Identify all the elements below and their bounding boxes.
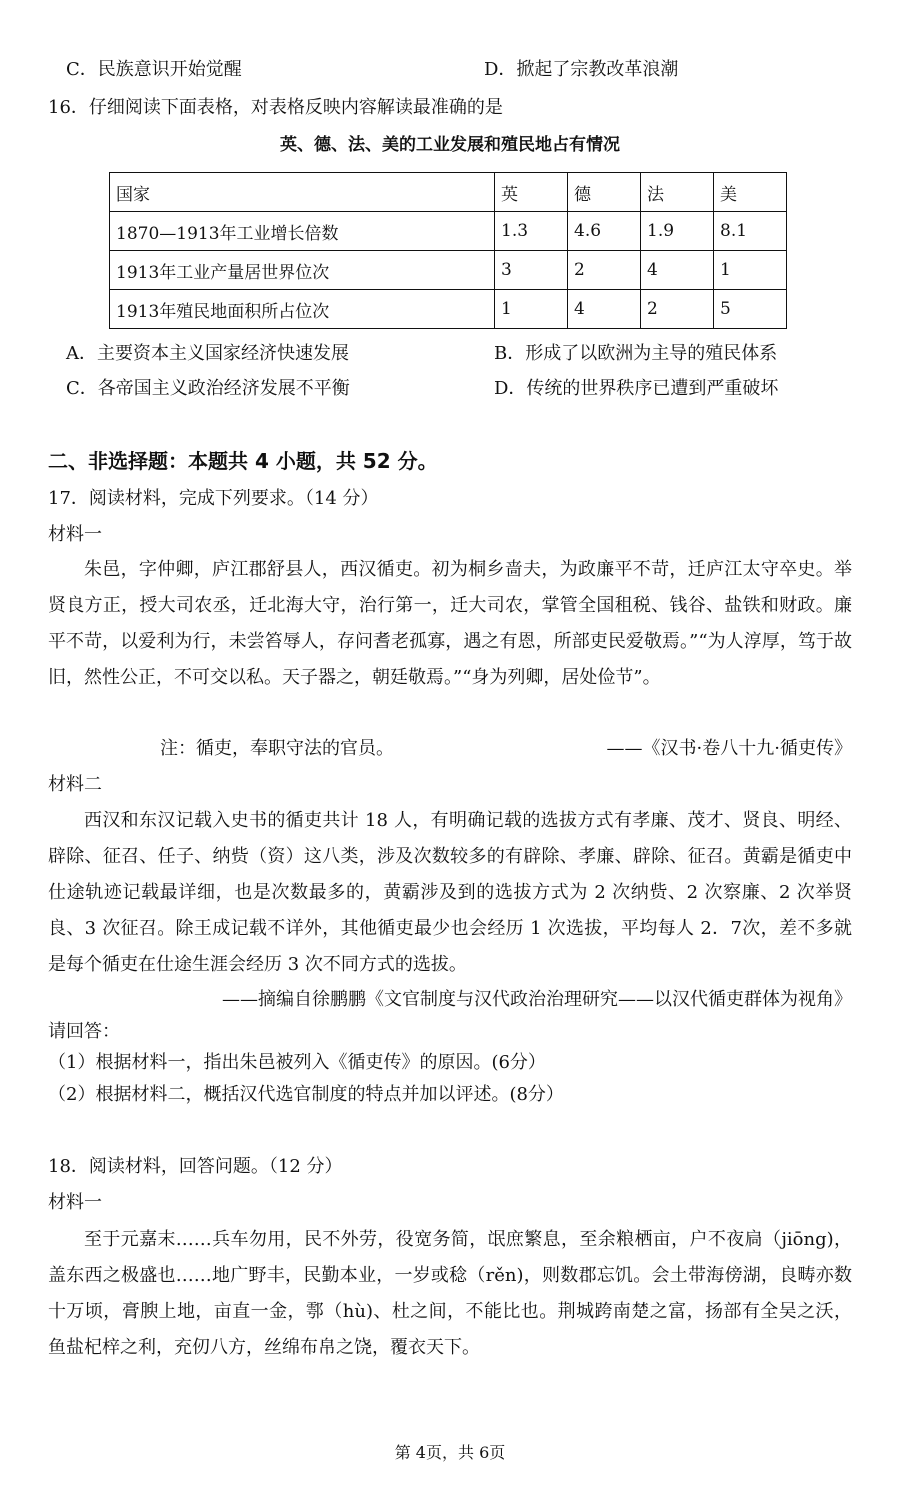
q16-stem: 16．仔细阅读下面表格，对表格反映内容解读最准确的是 [48,97,503,118]
table-cell: 1.3 [495,212,568,251]
table-cell: 1 [714,251,787,290]
q18-material1-label: 材料一 [48,1192,102,1213]
q15-option-d: D．掀起了宗教改革浪潮 [484,59,679,80]
table-cell: 1913年殖民地面积所占位次 [110,290,495,329]
table-cell: 美 [714,173,787,212]
table-cell: 1913年工业产量居世界位次 [110,251,495,290]
q17-ask: 请回答： [48,1021,120,1042]
table-cell: 2 [568,251,641,290]
q17-material2-source: ——摘编自徐鹏鹏《文官制度与汉代政治治理研究——以汉代循吏群体为视角》 [222,989,852,1010]
q17-material2-text: 西汉和东汉记载入史书的循吏共计 18 人，有明确记载的选拔方式有孝廉、茂才、贤良、明经、辟除、征召、任子、纳赀（资）这八类，涉及次数较多的有辟除、孝廉、辟除、征召。黄霸是循吏中仕途轨迹记载最详细，也是次数最多的，黄霸涉及到的选拔方式为 2 次纳赀、2 次察廉、2 次举贤良、3 次征召。除王成记载不详外，其他循吏最少也会经历 1 次选拔，平均每人 2．7次，差不多就是每个循吏在仕途生涯会经历 3 次不同方式的选拔。 [48,810,852,975]
table-title: 英、德、法、美的工业发展和殖民地占有情况 [280,135,620,155]
table-cell: 法 [641,173,714,212]
industry-colony-table [109,172,787,329]
q17-material1-label: 材料一 [48,524,102,545]
q17-material1-text: 朱邑，字仲卿，庐江郡舒县人，西汉循吏。初为桐乡啬夫，为政廉平不苛，迁庐江太守卒史。举贤良方正，授大司农丞，迁北海大守，治行第一，迁大司农，掌管全国租税、钱谷、盐铁和财政。廉平不苛，以爱利为行，未尝笞辱人，存问耆老孤寡，遇之有恩，所部吏民爱敬焉。”“为人淳厚，笃于故旧，然性公正，不可交以私。天子器之，朝廷敬焉。”“身为列卿，居处俭节”。 [48,559,852,688]
q16-option-c: C．各帝国主义政治经济发展不平衡 [66,378,350,399]
q17-stem: 17．阅读材料，完成下列要求。（14 分） [48,488,379,509]
q18-material1-text: 至于元嘉末……兵车勿用，民不外劳，役宽务简，氓庶繁息，至余粮栖亩，户不夜扃（jiōng)，盖东西之极盛也……地广野丰，民勤本业，一岁或稔（rěn)，则数郡忘饥。会土带海傍湖，良畴亦数十万顷，膏腴上地，亩直一金，鄠（hù)、杜之间，不能比也。荆城跨南楚之富，扬部有全吴之沃，鱼盐杞梓之利，充仞八方，丝绵布帛之饶，覆衣天下。 [48,1229,852,1358]
table-cell: 8.1 [714,212,787,251]
table-row [110,251,787,290]
table-cell: 2 [641,290,714,329]
page-footer: 第 4页，共 6页 [394,1443,506,1462]
table-row [110,290,787,329]
table-cell: 德 [568,173,641,212]
table-cell: 4 [641,251,714,290]
q18-stem: 18．阅读材料，回答问题。（12 分） [48,1156,343,1177]
q17-sub1: （1）根据材料一，指出朱邑被列入《循吏传》的原因。(6分） [48,1052,546,1073]
table-cell: 1870—1913年工业增长倍数 [110,212,495,251]
table-cell: 1 [495,290,568,329]
table-cell: 3 [495,251,568,290]
q16-option-d: D．传统的世界秩序已遭到严重破坏 [494,378,779,399]
q15-option-c: C．民族意识开始觉醒 [66,59,242,80]
q16-option-b: B．形成了以欧洲为主导的殖民体系 [494,343,778,364]
q17-material1-note: 注：循吏，奉职守法的官员。 [160,738,394,759]
table-cell: 1.9 [641,212,714,251]
table-cell: 4.6 [568,212,641,251]
q17-material2-label: 材料二 [48,774,102,795]
table-header-row [110,173,787,212]
section-title: 二、非选择题：本题共 4 小题，共 52 分。 [48,449,438,473]
table-cell: 4 [568,290,641,329]
table-cell: 英 [495,173,568,212]
q17-material1-source: ——《汉书·卷八十九·循吏传》 [606,738,852,759]
table-cell: 5 [714,290,787,329]
table-row [110,212,787,251]
q16-option-a: A．主要资本主义国家经济快速发展 [66,343,349,364]
q17-sub2: （2）根据材料二，概括汉代选官制度的特点并加以评述。(8分） [48,1084,564,1105]
table-cell: 国家 [110,173,495,212]
